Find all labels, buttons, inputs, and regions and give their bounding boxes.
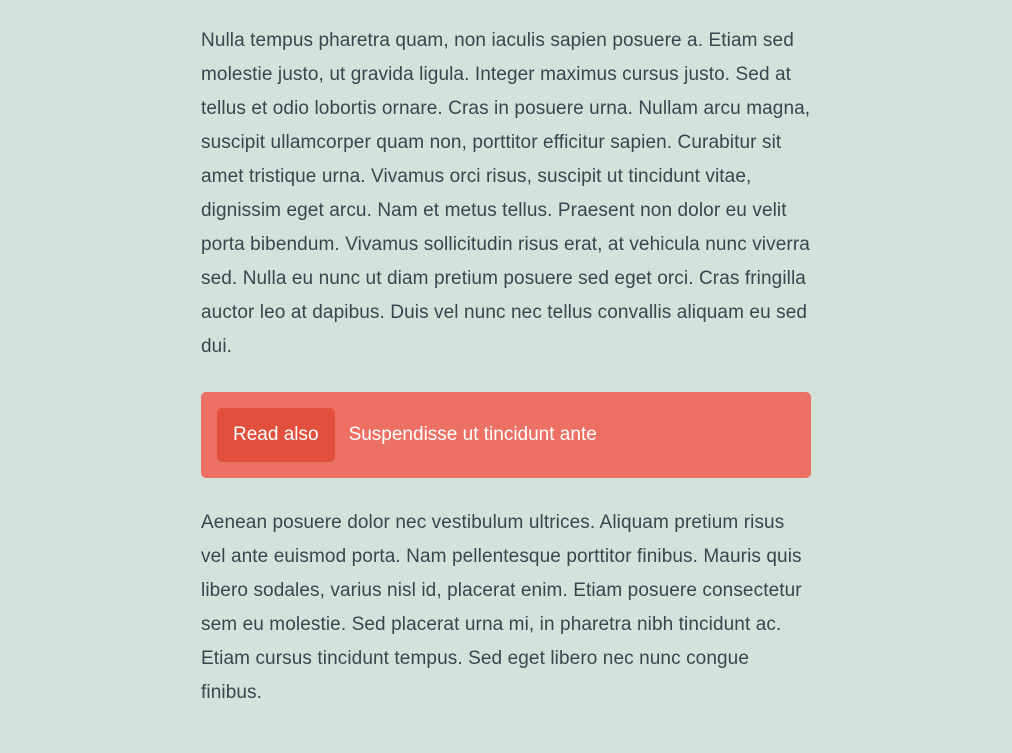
article-paragraph-1: Nulla tempus pharetra quam, non iaculis sapien posuere a. Etiam sed molestie justo, ut gravida ligula. Integer maximus cursus justo. Sed at tellus et odio lobortis ornare. Cras in posuere urna. Nullam arcu magna, suscipit ullamcorper quam non, porttitor efficitur sapien. Curabitur sit amet tristique urna. Vivamus orci risus, suscipit ut tincidunt vitae, dignissim eget arcu. Nam et metus tellus. Praesent non dolor eu velit porta bibendum. Vivamus sollicitudin risus erat, at vehicula nunc viverra sed. Nulla eu nunc ut diam pretium posuere sed eget orci. Cras fringilla auctor leo at dapibus. Duis vel nunc nec tellus convallis aliquam eu sed dui. (201, 30, 811, 357)
article-paragraph-2: Aenean posuere dolor nec vestibulum ultrices. Aliquam pretium risus vel ante euismod porta. Nam pellentesque porttitor finibus. Mauris quis libero sodales, varius nisl id, placerat enim. Etiam posuere consectetur sem eu molestie. Sed placerat urna mi, in pharetra nibh tincidunt ac. Etiam cursus tincidunt tempus. Sed eget libero nec nunc congue finibus. (201, 512, 802, 703)
read-also-label: Read also (217, 408, 335, 462)
article-content (201, 0, 811, 710)
read-also-link[interactable]: Suspendisse ut tincidunt ante (348, 424, 597, 445)
read-also-callout (201, 392, 811, 478)
